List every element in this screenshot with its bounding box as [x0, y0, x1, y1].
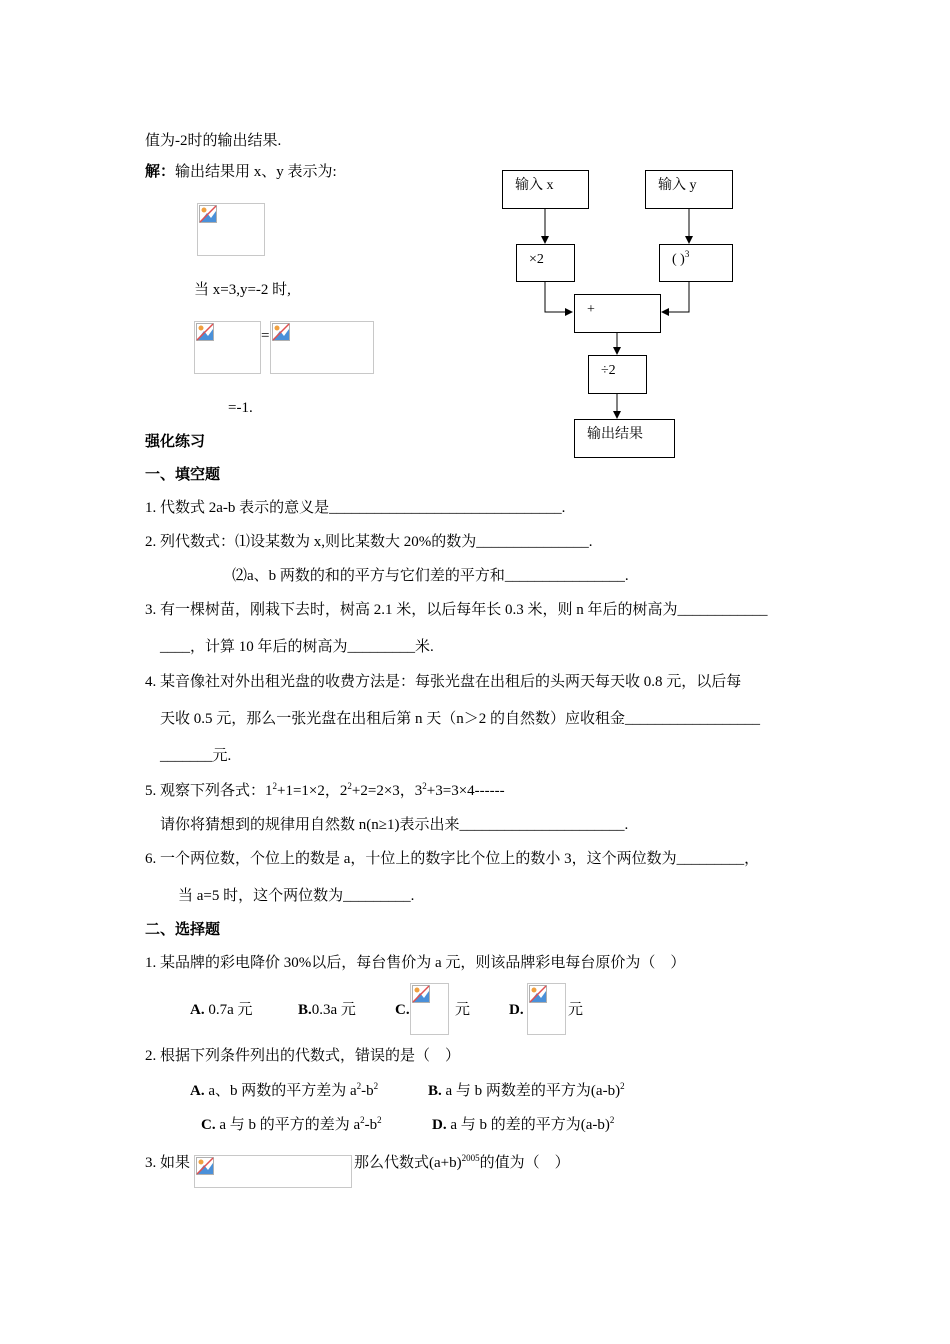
- option-d-unit: 元: [568, 1002, 584, 1018]
- fill-q6b: 当 a=5 时，这个两位数为_________.: [178, 888, 415, 904]
- q5-text-3: +2=2×3，3: [351, 783, 423, 799]
- solution-label: 解：: [145, 164, 176, 180]
- image-placeholder-icon: [412, 985, 430, 1003]
- solution-text: 输出结果用 x、y 表示为:: [175, 164, 337, 180]
- q2-d-exp: 2: [609, 1115, 615, 1125]
- q3-condition-image: [194, 1155, 352, 1188]
- q5-text-1: 5. 观察下列各式：1: [145, 783, 273, 799]
- fill-q1: 1. 代数式 2a-b 表示的意义是_______________________________.: [145, 500, 566, 516]
- q3-exp: 2005: [461, 1153, 480, 1163]
- choice-q3-suffix: [354, 1153, 570, 1173]
- option-a-label: A.: [190, 1002, 205, 1018]
- choice-q1: 1. 某品牌的彩电降价 30%以后，每台售价为 a 元，则该品牌彩电每台原价为（ ）: [145, 955, 686, 971]
- choice-q2-option-a: [190, 1081, 378, 1101]
- q5-text-2: +1=1×2，2: [277, 783, 348, 799]
- fill-q6a: 6. 一个两位数，个位上的数是 a，十位上的数字比个位上的数小 3，这个两位数为_________，: [145, 851, 760, 867]
- choice-heading: 二、选择题: [145, 922, 221, 938]
- fill-q5b: 请你将猜想到的规律用自然数 n(n≥1)表示出来______________________.: [160, 817, 629, 833]
- flow-plus: +: [574, 294, 661, 333]
- choice-q2-option-d: [432, 1115, 614, 1135]
- choice-q2-option-b: [428, 1081, 625, 1101]
- solution-result: =-1.: [228, 400, 253, 416]
- fill-q3b: ____，计算 10 年后的树高为_________米.: [160, 639, 434, 655]
- flow-input-x: 输入 x: [502, 170, 589, 209]
- fill-q4b: 天收 0.5 元，那么一张光盘在出租后第 n 天（n＞2 的自然数）应收租金__________________: [160, 711, 761, 727]
- option-c-image: [410, 983, 449, 1035]
- option-a-text: 0.7a 元: [208, 1002, 253, 1018]
- q5-exp-2: 2: [347, 781, 352, 791]
- q2-c-label: C.: [201, 1117, 216, 1133]
- intro-text: 值为-2时的输出结果.: [145, 133, 282, 149]
- q2-c-text-1: a 与 b 的平方的差为 a: [219, 1117, 361, 1133]
- choice-q1-option-b: [298, 1000, 356, 1020]
- fill-q3a: 3. 有一棵树苗，刚栽下去时，树高 2.1 米，以后每年长 0.3 米，则 n 年后的树高为____________: [145, 602, 768, 618]
- fill-q2a: 2. 列代数式：⑴设某数为 x,则比某数大 20%的数为_______________.: [145, 534, 593, 550]
- option-c-label: C.: [395, 1002, 410, 1018]
- q2-d-text: a 与 b 的差的平方为(a-b): [450, 1117, 610, 1133]
- q2-a-text-2: -b: [361, 1083, 374, 1099]
- q2-c-text-2: -b: [364, 1117, 378, 1133]
- flow-input-y: 输入 y: [645, 170, 733, 209]
- option-b-label: B.: [298, 1002, 312, 1018]
- fill-q2b: ⑵a、b 两数的和的平方与它们差的平方和________________.: [232, 568, 629, 584]
- fill-heading: 一、填空题: [145, 467, 221, 483]
- choice-q2: 2. 根据下列条件列出的代数式，错误的是（ ）: [145, 1048, 461, 1064]
- option-d-label: D.: [509, 1002, 524, 1018]
- q2-a-exp-1: 2: [356, 1081, 362, 1091]
- q5-text-4: +3=3×4------: [426, 783, 505, 799]
- section-title: 强化练习: [145, 434, 206, 450]
- flow-output: 输出结果: [574, 419, 675, 458]
- image-placeholder-icon: [196, 1157, 214, 1175]
- fill-q4c: _______元.: [160, 748, 232, 764]
- q2-c-exp-2: 2: [377, 1115, 382, 1125]
- q2-a-label: A.: [190, 1083, 205, 1099]
- choice-q3-prefix: 3. 如果: [145, 1155, 191, 1171]
- q3-text-2: 的值为（ ）: [479, 1155, 570, 1171]
- fill-q5a: [145, 781, 505, 801]
- q2-c-exp-1: 2: [360, 1115, 365, 1125]
- q2-d-label: D.: [432, 1117, 447, 1133]
- option-d-image: [527, 983, 566, 1035]
- q2-b-exp: 2: [620, 1081, 625, 1091]
- q2-b-text: a 与 b 两数差的平方为(a-b): [445, 1083, 621, 1099]
- fill-q4a: 4. 某音像社对外出租光盘的收费方法是：每张光盘在出租后的头两天每天收 0.8 元，以后每: [145, 674, 742, 690]
- flow-divide-two: ÷2: [588, 355, 647, 394]
- q2-b-label: B.: [428, 1083, 442, 1099]
- image-placeholder-icon: [529, 985, 547, 1003]
- flow-cube-exponent: 3: [684, 249, 690, 259]
- flow-cube-parens: ( ): [672, 252, 685, 267]
- choice-q1-option-a: [190, 1000, 253, 1020]
- q2-a-exp-2: 2: [373, 1081, 379, 1091]
- q5-exp-1: 2: [272, 781, 278, 791]
- choice-q2-option-c: [201, 1115, 382, 1135]
- option-c-unit: 元: [455, 1002, 471, 1018]
- q5-exp-3: 2: [422, 781, 427, 791]
- flow-cube: [659, 244, 733, 282]
- q3-text-1: 那么代数式(a+b): [354, 1155, 462, 1171]
- flow-times-two: ×2: [516, 244, 575, 282]
- q2-a-text-1: a、b 两数的平方差为 a: [208, 1083, 357, 1099]
- equals-sign: =: [261, 328, 270, 344]
- substitution-text: 当 x=3,y=-2 时,: [194, 282, 291, 298]
- option-b-text: 0.3a 元: [311, 1002, 356, 1018]
